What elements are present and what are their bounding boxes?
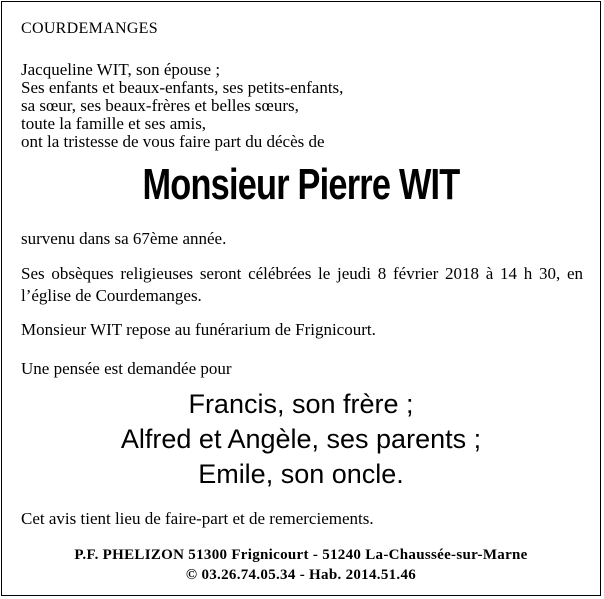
family-line: ont la tristesse de vous faire part du décès de: [21, 132, 325, 151]
thought-line: Francis, son frère ;: [188, 389, 414, 419]
family-line: Jacqueline WIT, son épouse ;: [21, 60, 221, 79]
closing-line: Cet avis tient lieu de faire-part et de remerciements.: [21, 509, 374, 528]
family-line: toute la famille et ses amis,: [21, 114, 207, 133]
town-heading: COURDEMANGES: [21, 20, 158, 37]
thought-intro: Une pensée est demandée pour: [21, 359, 232, 378]
family-line: Ses enfants et beaux-enfants, ses petits-enfants,: [21, 78, 344, 97]
family-line: sa sœur, ses beaux-frères et belles sœurs,: [21, 96, 299, 115]
funeral-line: Ses obsèques religieuses seront célébrées le jeudi 8 février 2018 à 14 h 30, en l’église de Courdemanges.: [21, 264, 583, 305]
funeral-home-line: P.F. PHELIZON 51300 Frignicourt - 51240 La-Chaussée-sur-Marne: [74, 547, 528, 563]
thought-line: Emile, son oncle.: [198, 459, 404, 489]
thought-line: Alfred et Angèle, ses parents ;: [120, 424, 482, 454]
age-line: survenu dans sa 67ème année.: [21, 229, 227, 248]
rest-line: Monsieur WIT repose au funérarium de Frignicourt.: [21, 320, 376, 339]
funeral-home-contact: © 03.26.74.05.34 - Hab. 2014.51.46: [185, 567, 417, 583]
family-list: [21, 61, 343, 151]
deceased-name: Monsieur Pierre WIT: [142, 160, 460, 209]
